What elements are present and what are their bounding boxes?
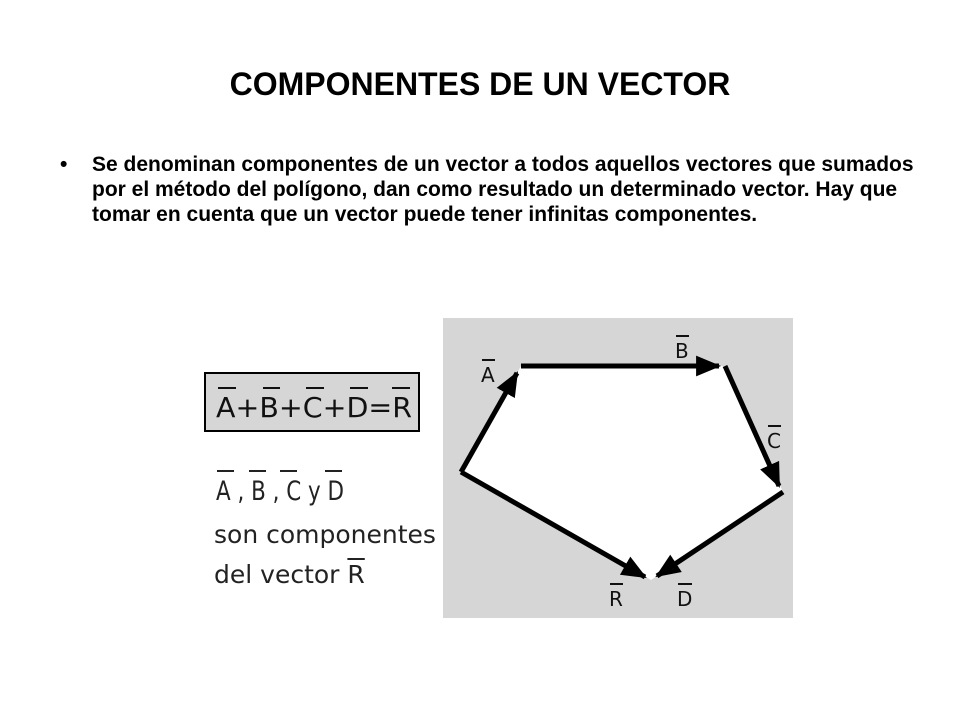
legend-vectors-svg [214, 468, 374, 508]
formula-equation: A+B+C+D=R [216, 391, 412, 424]
label-c: C [767, 429, 781, 453]
bullet-list [56, 152, 916, 227]
label-b: B [675, 339, 689, 363]
polygon-area [461, 366, 783, 580]
label-d: D [677, 587, 693, 611]
formula-svg [206, 374, 422, 434]
bullet-text: Se denominan componentes de un vector a todos aquellos vectores que sumados por el método del polígono, dan como resultado un determinado vector. Hay que tomar en cuenta que un vector puede tener infinitas componentes. [92, 153, 914, 226]
bullet-item [56, 152, 916, 227]
vector-polygon-diagram [443, 318, 793, 618]
legend-line-3-vector: $\overline{R}$ [347, 560, 365, 589]
legend-vectors: A , B , C y D [216, 476, 344, 507]
formula-box [204, 372, 420, 432]
bullet-marker: • [60, 153, 68, 176]
legend-line-3 [214, 560, 365, 589]
label-a: A [481, 363, 495, 387]
legend-line-3-prefix: del vector [214, 560, 340, 589]
legend-line-1 [214, 468, 374, 514]
page-title: COMPONENTES DE UN VECTOR [229, 66, 731, 102]
vector-diagram-panel [443, 318, 793, 618]
legend-line-2: son componentes [214, 520, 436, 549]
label-r: R [609, 587, 623, 611]
